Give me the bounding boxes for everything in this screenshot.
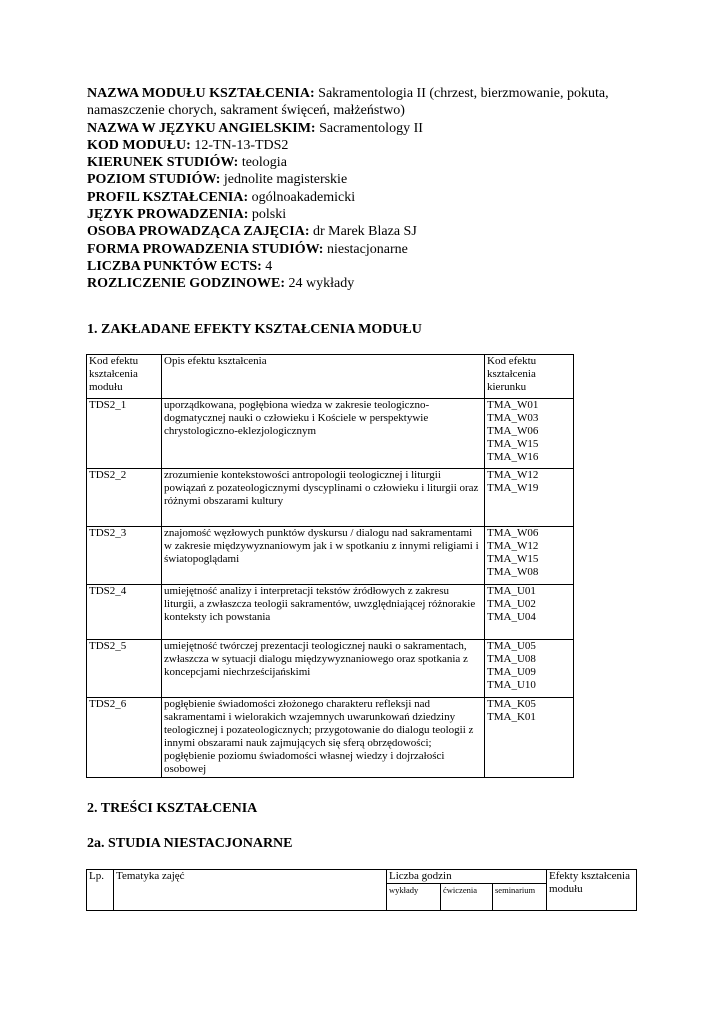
meta-label: ROZLICZENIE GODZINOWE: xyxy=(87,276,285,292)
direction-code: TMA_W12 xyxy=(487,540,539,552)
meta-label: JĘZYK PROWADZENIA: xyxy=(87,207,249,223)
direction-code: TMA_W12 xyxy=(487,469,539,481)
meta-label: LICZBA PUNKTÓW ECTS: xyxy=(87,258,262,274)
meta-value: teologia xyxy=(241,155,287,171)
table-row xyxy=(87,469,574,527)
module-metadata xyxy=(87,85,647,293)
meta-line xyxy=(87,206,647,223)
table-row xyxy=(87,585,574,640)
direction-code: TMA_K01 xyxy=(487,711,536,723)
effect-description: zrozumienie kontekstowości antropologii teologicznej i liturgii powiązań z pozateologicznymi dyscyplinami o człowieku i liturgii oraz różnymi obszarami kultury xyxy=(162,469,485,527)
direction-code: TMA_U10 xyxy=(487,679,536,691)
header-exercises: ćwiczenia xyxy=(441,884,493,911)
direction-code: TMA_U02 xyxy=(487,598,536,610)
effect-description: umiejętność twórczej prezentacji teologicznej nauki o sakramentach, zwłaszcza w sytuacji dialogu międzywyznaniowego oraz spotkania z koncepcjami niechrześcijańskimi xyxy=(162,640,485,698)
direction-codes xyxy=(485,698,574,778)
effect-description: umiejętność analizy i interpretacji tekstów źródłowych z zakresu liturgii, a zwłaszcza teologii sakramentów, uwzględniającej różnorakie konteksty ich powstania xyxy=(162,585,485,640)
direction-codes xyxy=(485,585,574,640)
meta-line xyxy=(87,189,647,206)
meta-line xyxy=(87,258,647,275)
meta-line xyxy=(87,171,647,188)
direction-code: TMA_U01 xyxy=(487,585,536,597)
meta-line xyxy=(87,154,647,171)
direction-code: TMA_K05 xyxy=(487,698,536,710)
meta-value: Sakramentologia II (chrzest, bierzmowanie, pokuta, namaszczenie chorych, sakrament święceń, małżeństwo) xyxy=(87,86,609,119)
table-row xyxy=(87,527,574,585)
direction-code: TMA_U09 xyxy=(487,666,536,678)
meta-label: NAZWA W JĘZYKU ANGIELSKIM: xyxy=(87,120,316,136)
table-header-row xyxy=(87,355,574,399)
meta-label: KIERUNEK STUDIÓW: xyxy=(87,155,239,171)
direction-code: TMA_U08 xyxy=(487,653,536,665)
effect-code: TDS2_4 xyxy=(87,585,162,640)
header-topic: Tematyka zajęć xyxy=(114,870,387,911)
direction-code: TMA_W06 xyxy=(487,527,539,539)
table-row xyxy=(87,698,574,778)
meta-value: ogólnoakademicki xyxy=(251,189,356,205)
direction-code: TMA_W19 xyxy=(487,482,539,494)
section-heading-contents: 2. TREŚCI KSZTAŁCENIA xyxy=(87,801,258,816)
direction-code: TMA_U04 xyxy=(487,611,536,623)
direction-code: TMA_W15 xyxy=(487,438,539,450)
table-row xyxy=(87,399,574,469)
meta-value: polski xyxy=(251,207,287,223)
direction-codes xyxy=(485,399,574,469)
header-lectures: wykłady xyxy=(387,884,441,911)
meta-value: jednolite magisterskie xyxy=(223,172,348,188)
effect-code: TDS2_6 xyxy=(87,698,162,778)
header-direction-code: Kod efektu kształcenia kierunku xyxy=(485,355,574,399)
meta-label: NAZWA MODUŁU KSZTAŁCENIA: xyxy=(87,86,315,101)
meta-value: 24 wykłady xyxy=(288,276,355,292)
meta-label: KOD MODUŁU: xyxy=(87,137,191,153)
header-effects: Efekty kształcenia modułu xyxy=(547,870,637,911)
direction-code: TMA_W01 xyxy=(487,399,539,411)
header-module-code: Kod efektu kształcenia modułu xyxy=(87,355,162,399)
table-header-row xyxy=(87,870,637,884)
meta-label: OSOBA PROWADZĄCA ZAJĘCIA: xyxy=(87,224,310,240)
meta-value: 12-TN-13-TDS2 xyxy=(194,137,289,153)
direction-code: TMA_W15 xyxy=(487,553,539,565)
meta-value: dr Marek Blaza SJ xyxy=(312,224,417,240)
header-lp: Lp. xyxy=(87,870,114,911)
header-hours: Liczba godzin xyxy=(387,870,547,884)
course-content-table xyxy=(86,869,637,911)
effect-code: TDS2_1 xyxy=(87,399,162,469)
meta-line xyxy=(87,223,647,240)
direction-code: TMA_W06 xyxy=(487,425,539,437)
header-description: Opis efektu kształcenia xyxy=(162,355,485,399)
effect-code: TDS2_5 xyxy=(87,640,162,698)
direction-code: TMA_W03 xyxy=(487,412,539,424)
learning-outcomes-table xyxy=(86,354,574,778)
meta-value: 4 xyxy=(265,258,273,274)
meta-line xyxy=(87,85,647,120)
meta-label: POZIOM STUDIÓW: xyxy=(87,172,221,188)
meta-line xyxy=(87,275,647,292)
direction-codes xyxy=(485,640,574,698)
effect-code: TDS2_2 xyxy=(87,469,162,527)
direction-code: TMA_W16 xyxy=(487,451,539,463)
effect-description: uporządkowana, pogłębiona wiedza w zakresie teologiczno-dogmatycznej nauki o człowieku i Kościele w perspektywie chrystologiczno-eklezjologicznym xyxy=(162,399,485,469)
table-row xyxy=(87,640,574,698)
header-seminar: seminarium xyxy=(493,884,547,911)
direction-codes xyxy=(485,469,574,527)
effect-description: pogłębienie świadomości złożonego charakteru refleksji nad sakramentami i wielorakich wzajemnych uwarunkowań dziedziny teologicznej i pozateologicznych; przygotowanie do dialogu teologii z innymi obszarami nauk zajmujących się sferą obrzędowości; pogłębienie poziomu świadomości własnej wiedzy i dojrzałości osobowej xyxy=(162,698,485,778)
section-heading-part-time: 2a. STUDIA NIESTACJONARNE xyxy=(87,836,293,851)
effect-description: znajomość węzłowych punktów dyskursu / dialogu nad sakramentami w zakresie międzywyznaniowym jak i w spotkaniu z innymi religiami i światopoglądami xyxy=(162,527,485,585)
meta-line xyxy=(87,120,647,137)
direction-codes xyxy=(485,527,574,585)
meta-value: Sacramentology II xyxy=(319,120,423,136)
direction-code: TMA_U05 xyxy=(487,640,536,652)
section-heading-learning-outcomes: 1. ZAKŁADANE EFEKTY KSZTAŁCENIA MODUŁU xyxy=(87,322,422,337)
meta-label: FORMA PROWADZENIA STUDIÓW: xyxy=(87,241,324,257)
meta-line xyxy=(87,137,647,154)
meta-value: niestacjonarne xyxy=(326,241,408,257)
direction-code: TMA_W08 xyxy=(487,566,539,578)
effect-code: TDS2_3 xyxy=(87,527,162,585)
meta-line xyxy=(87,241,647,258)
meta-label: PROFIL KSZTAŁCENIA: xyxy=(87,189,249,205)
